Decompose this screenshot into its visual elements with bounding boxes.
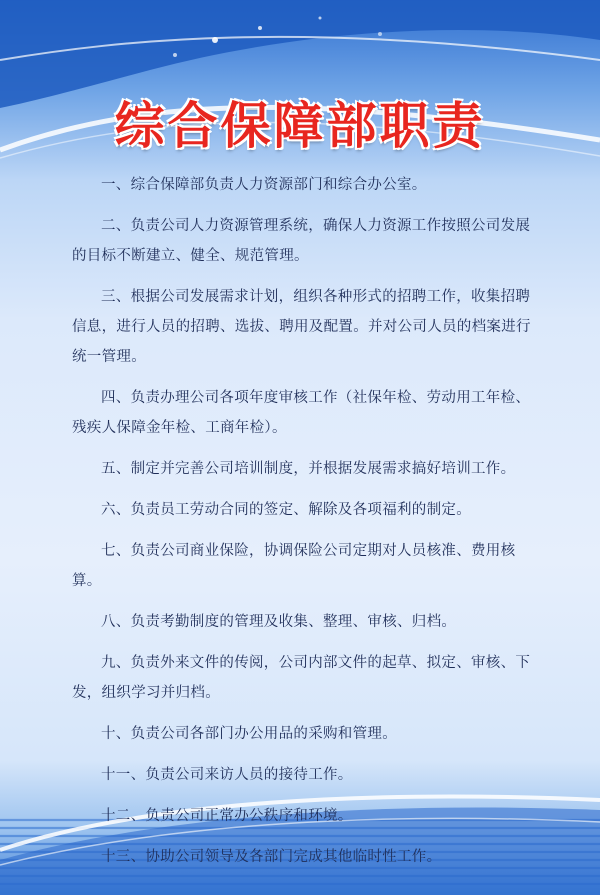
duty-item: 十一、负责公司来访人员的接待工作。 xyxy=(101,767,353,783)
poster-title: 综合保障部职责 xyxy=(114,97,486,155)
duty-item: 七、负责公司商业保险，协调保险公司定期对人员核准、费用核算。 xyxy=(72,543,516,589)
duty-item: 五、制定并完善公司培训制度，并根据发展需求搞好培训工作。 xyxy=(101,461,516,477)
duty-item: 九、负责外来文件的传阅，公司内部文件的起草、拟定、审核、下发，组织学习并归档。 xyxy=(72,655,531,701)
duty-list xyxy=(72,170,542,883)
duty-item: 八、负责考勤制度的管理及收集、整理、审核、归档。 xyxy=(101,614,457,630)
duty-item: 一、综合保障部负责人力资源部门和综合办公室。 xyxy=(101,177,427,193)
duty-item: 十二、负责公司正常办公秩序和环境。 xyxy=(101,808,353,824)
duty-item: 四、负责办理公司各项年度审核工作（社保年检、劳动用工年检、残疾人保障金年检、工商年检）。 xyxy=(72,390,531,436)
duty-item: 十、负责公司各部门办公用品的采购和管理。 xyxy=(101,726,397,742)
duty-item: 二、负责公司人力资源管理系统，确保人力资源工作按照公司发展的目标不断建立、健全、规范管理。 xyxy=(72,218,531,264)
duty-item: 六、负责员工劳动合同的签定、解除及各项福利的制定。 xyxy=(101,502,471,518)
duty-item: 十三、协助公司领导及各部门完成其他临时性工作。 xyxy=(101,849,442,865)
duty-item: 三、根据公司发展需求计划，组织各种形式的招聘工作，收集招聘信息，进行人员的招聘、选拔、聘用及配置。并对公司人员的档案进行统一管理。 xyxy=(72,289,531,365)
